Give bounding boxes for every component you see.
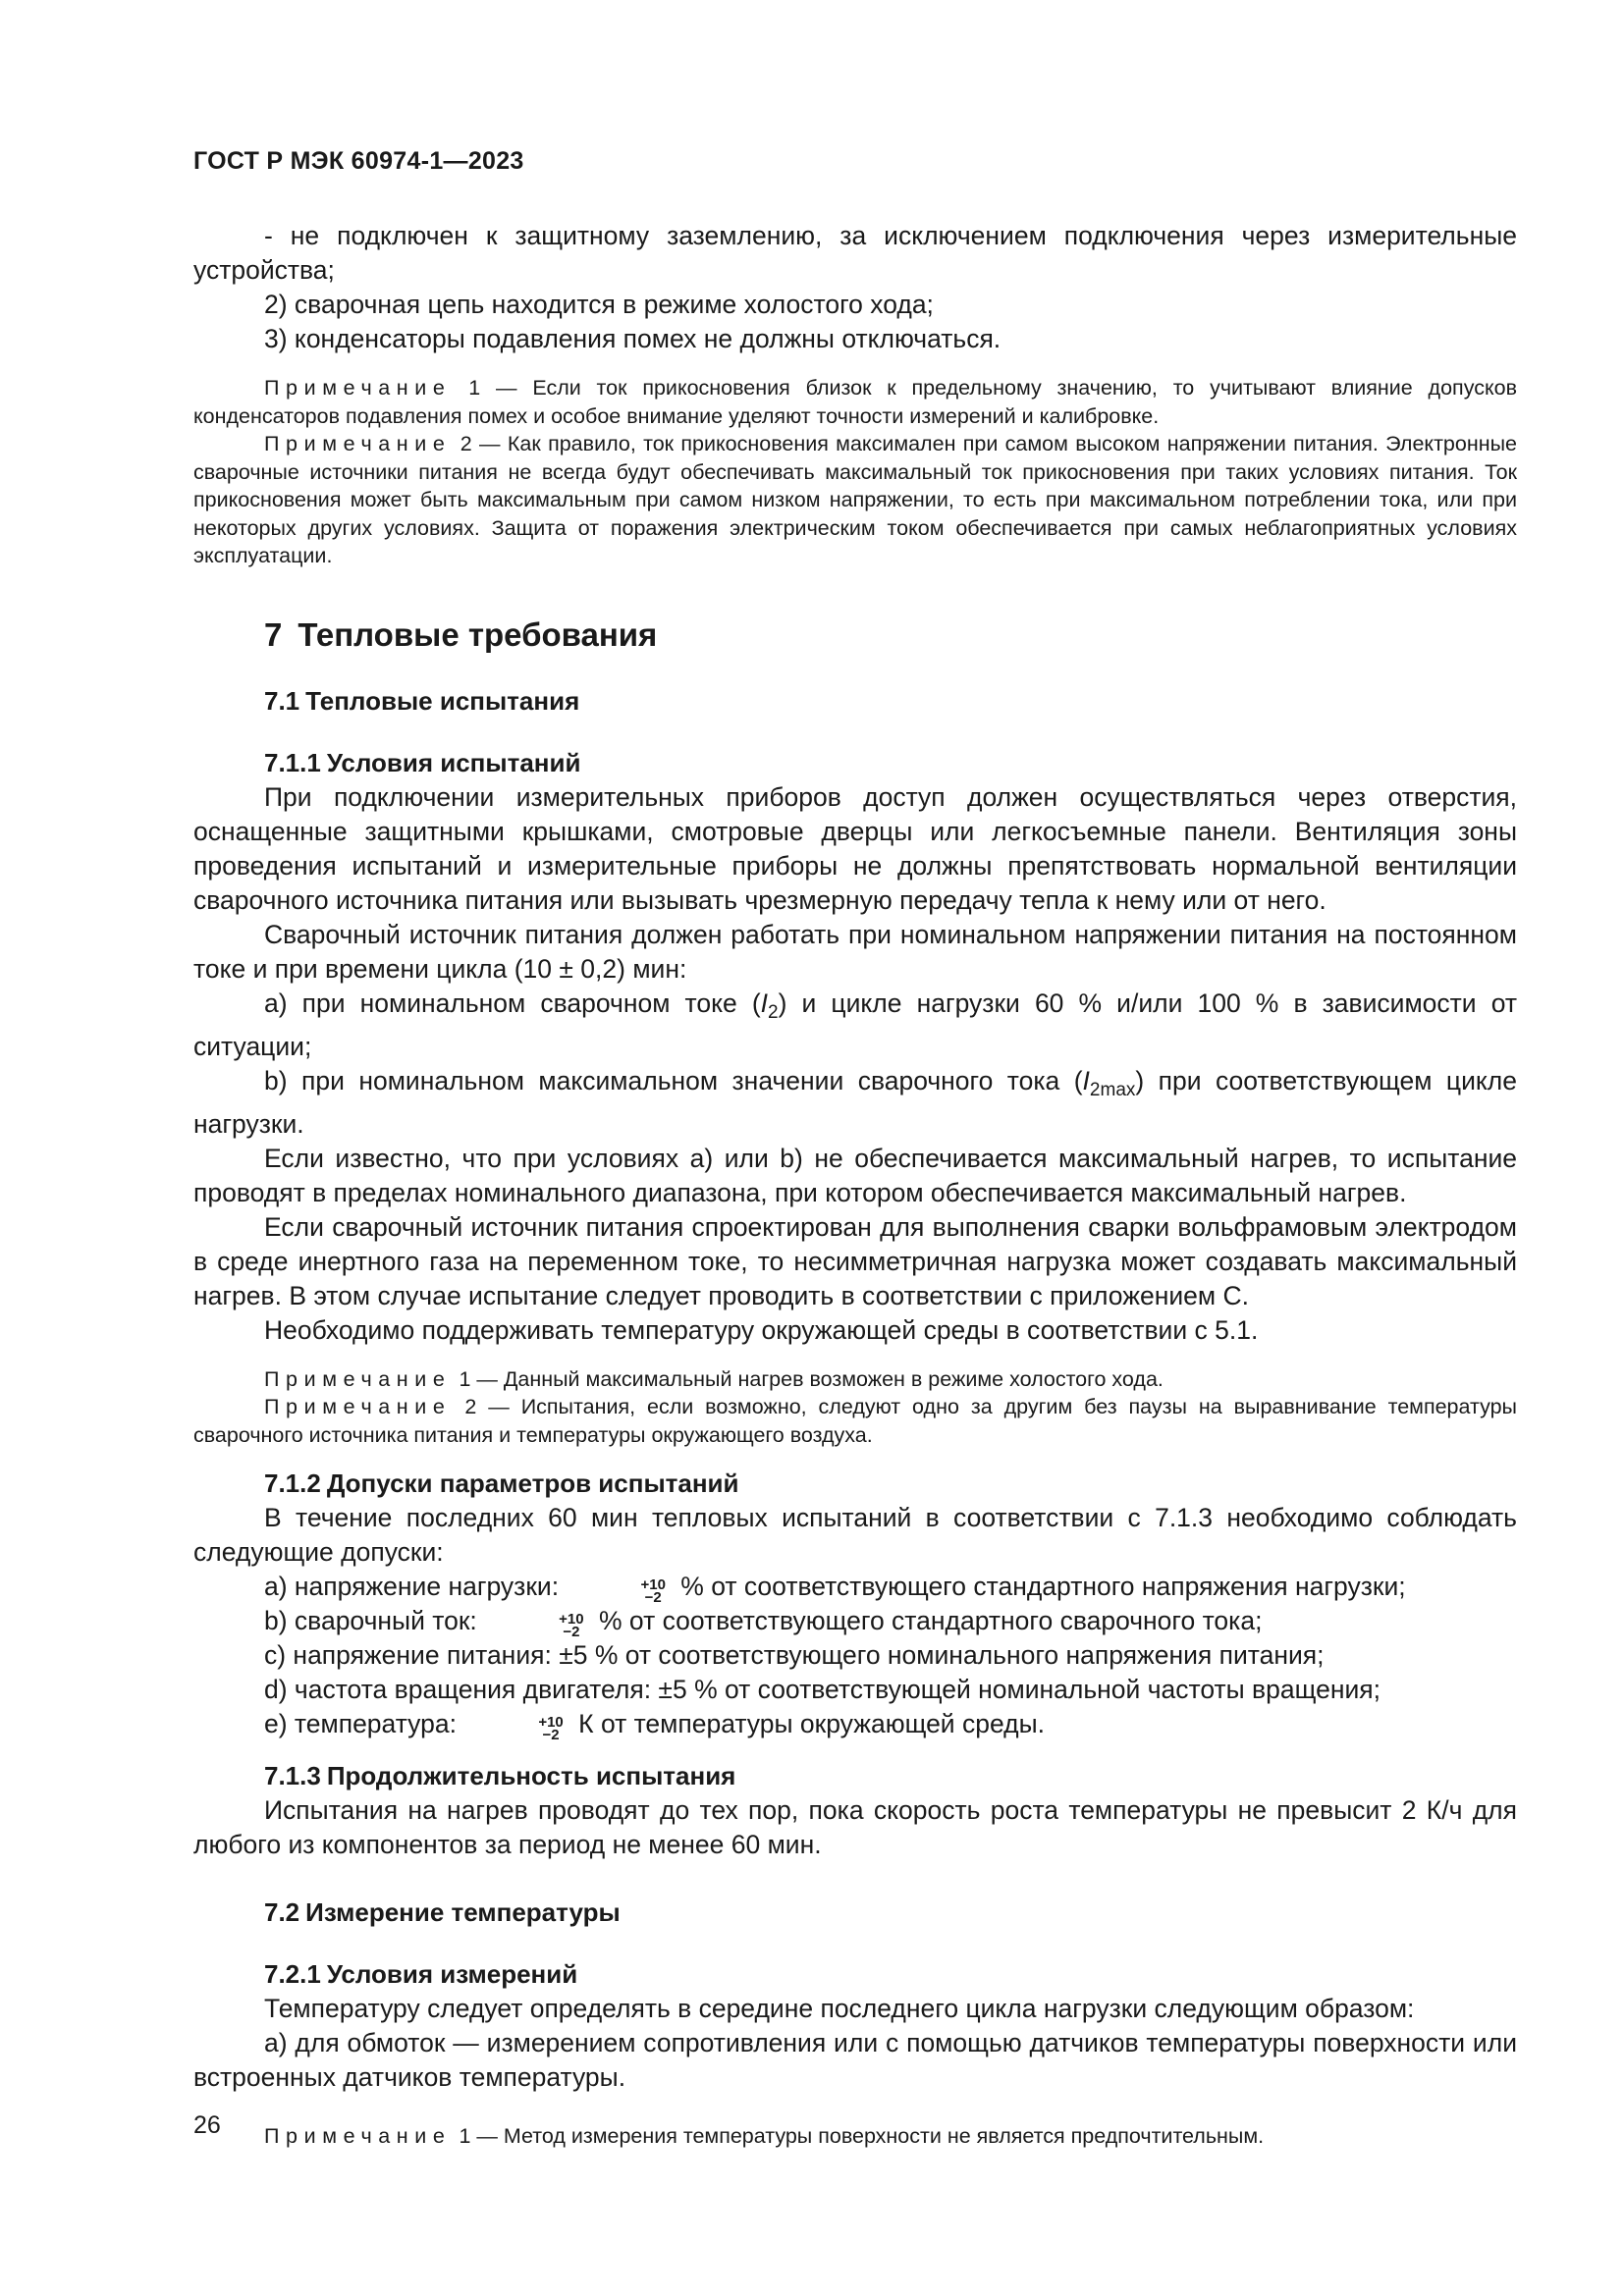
- paragraph: Необходимо поддерживать температуру окружающей среды в соответствии с 5.1.: [264, 1314, 1259, 1345]
- page-number: 26: [193, 2111, 221, 2139]
- note: [193, 1365, 1517, 1394]
- section-title: Тепловые испытания: [305, 685, 580, 716]
- subsection-heading: [193, 1957, 1517, 1992]
- paragraph: Если сварочный источник питания спроектирован для выполнения сварки вольфрамовым электродом в среде инертного газа на переменном токе, то несимметричная нагрузка может создавать максимальный нагрев. В этом случае испытание следует проводить в соответствии с приложением С.: [193, 1211, 1517, 1310]
- section-number: 7.1.3: [264, 1761, 321, 1790]
- section-title: Измерение температуры: [305, 1897, 621, 1927]
- note: [193, 1393, 1517, 1449]
- section-title: Условия измерений: [326, 1959, 578, 1989]
- section-number: 7.1: [264, 685, 300, 716]
- subsection-heading: [193, 1896, 1517, 1930]
- section-number: 7.2: [264, 1897, 300, 1927]
- section-title: Условия испытаний: [326, 747, 581, 777]
- note-text: 1 — Если ток прикосновения близок к предельному значению, то учитывают влияние допусков конденсаторов подавления помех и особое внимание уделяют точности измерений и калибровке.: [193, 376, 1517, 428]
- subsection-heading: [193, 684, 1517, 719]
- note-label: Примечание: [264, 432, 452, 455]
- paragraph: Температуру следует определять в середине последнего цикла нагрузки следующим образом:: [264, 1994, 1415, 2023]
- note-label: Примечание: [264, 2124, 452, 2148]
- note: [193, 2122, 1517, 2151]
- section-number: 7.1.2: [264, 1468, 321, 1498]
- paragraph: Если известно, что при условиях а) или b) не обеспечивается максимальный нагрев, то испытание проводят в пределах номинального диапазона, при котором обеспечивается максимальный нагрев.: [193, 1143, 1517, 1207]
- note-text: 2 — Испытания, если возможно, следуют одно за другим без паузы на выравнивание температуры сварочного источника питания и температуры окружающего воздуха.: [193, 1395, 1517, 1447]
- section-number: 7.1.1: [264, 747, 321, 777]
- paragraph: Испытания на нагрев проводят до тех пор, пока скорость роста температуры не превысит 2 К/ч для любого из компонентов за период не менее 60 мин.: [193, 1795, 1517, 1859]
- list-item: а) напряжение нагрузки: +10 −2 % от соответствующего стандартного напряжения нагрузки;: [264, 1572, 1406, 1606]
- tolerance: +10 −2: [640, 1576, 666, 1606]
- section-title: Тепловые требования: [298, 615, 658, 653]
- list-item: b) при номинальном максимальном значении сварочного тока $(I_{2max})$ при соответствующем цикле нагрузки.: [193, 1065, 1518, 1139]
- list-item: - не подключен к защитному заземлению, за исключением подключения через измерительные устройства;: [193, 221, 1517, 285]
- current-symbol: I: [1082, 1065, 1090, 1095]
- note-label: Примечание: [264, 1395, 452, 1418]
- section-title: Допуски параметров испытаний: [326, 1468, 739, 1498]
- section-heading: [193, 614, 1517, 657]
- list-item: d) частота вращения двигателя: ±5 % от соответствующей номинальной частоты вращения;: [264, 1675, 1380, 1704]
- section-number: 7: [264, 615, 283, 653]
- list-item: е) температура: +10 −2 К от температуры окружающей среды.: [264, 1709, 1045, 1743]
- page-content: [193, 147, 1517, 2151]
- list-item: 3) конденсаторы подавления помех не должны отключаться.: [264, 324, 1001, 353]
- note-text: 1 — Метод измерения температуры поверхности не является предпочтительным.: [459, 2124, 1265, 2148]
- note: [193, 430, 1517, 570]
- list-item: а) для обмоток — измерением сопротивления или с помощью датчиков температуры поверхности или встроенных датчиков температуры.: [193, 2028, 1517, 2092]
- current-symbol: I: [760, 988, 769, 1018]
- paragraph: В течение последних 60 мин тепловых испытаний в соответствии с 7.1.3 необходимо соблюдать следующие допуски:: [193, 1503, 1517, 1567]
- tolerance: +10 −2: [559, 1611, 584, 1640]
- note-text: 2 — Как правило, ток прикосновения максимален при самом высоком напряжении питания. Электронные сварочные источники питания не всегда будут обеспечивать максимальный ток прикосновения при таких условиях питания. Ток прикосновения может быть максимальным при самом низком напряжении, то есть при максимальном потреблении тока, или при некоторых других условиях. Защита от поражения электрическим током обеспечивается при самых неблагоприятных условиях эксплуатации.: [193, 432, 1517, 567]
- subsection-heading: [193, 746, 1517, 780]
- tolerance: +10 −2: [538, 1714, 564, 1743]
- paragraph: При подключении измерительных приборов доступ должен осуществляться через отверстия, оснащенные защитными крышками, смотровые дверцы или легкосъемные панели. Вентиляция зоны проведения испытаний и измерительные приборы не должны препятствовать нормальной вентиляции сварочного источника питания или вызывать чрезмерную передачу тепла к нему или от него.: [193, 781, 1517, 915]
- note: [193, 374, 1517, 430]
- document-header: ГОСТ Р МЭК 60974-1—2023: [193, 147, 524, 175]
- subsection-heading: [193, 1467, 1517, 1501]
- list-item: b) сварочный ток: +10 −2 % от соответствующего стандартного сварочного тока;: [264, 1606, 1263, 1640]
- note-label: Примечание: [264, 1366, 452, 1391]
- current-subscript: 2max: [1089, 1079, 1136, 1100]
- note-label: Примечание: [264, 376, 452, 400]
- current-subscript: 2: [768, 1001, 779, 1023]
- list-item: а) при номинальном сварочном токе $(I_2)$ и цикле нагрузки 60 % и/или 100 % в зависимости от ситуации;: [193, 988, 1517, 1061]
- section-title: Продолжительность испытания: [326, 1761, 736, 1790]
- subsection-heading: [193, 1759, 1517, 1793]
- paragraph: Сварочный источник питания должен работать при номинальном напряжении питания на постоянном токе и при времени цикла (10 ± 0,2) мин:: [193, 919, 1517, 984]
- note-text: 1 — Данный максимальный нагрев возможен в режиме холостого хода.: [459, 1366, 1164, 1391]
- list-item: 2) сварочная цепь находится в режиме холостого хода;: [264, 290, 934, 319]
- section-number: 7.2.1: [264, 1959, 321, 1989]
- list-item: с) напряжение питания: ±5 % от соответствующего номинального напряжения питания;: [264, 1640, 1325, 1670]
